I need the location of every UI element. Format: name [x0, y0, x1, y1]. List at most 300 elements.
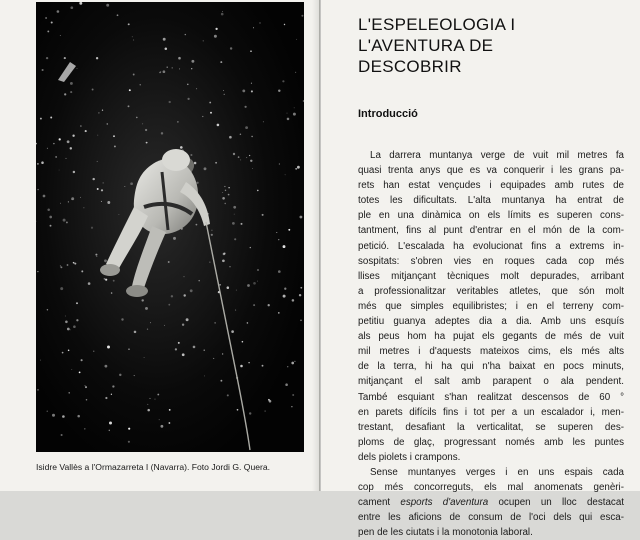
particle-speck — [228, 187, 229, 188]
particle-speck — [263, 121, 264, 122]
particle-speck — [187, 98, 189, 100]
particle-speck — [88, 282, 91, 285]
particle-speck — [299, 294, 301, 296]
particle-speck — [224, 203, 225, 204]
particle-speck — [84, 385, 85, 386]
text-line: a professionalitzar veritables atletes, que són molt — [358, 284, 624, 299]
particle-speck — [67, 140, 70, 143]
particle-speck — [51, 21, 53, 23]
particle-speck — [70, 329, 71, 330]
particle-speck — [66, 221, 68, 223]
text-line: La darrera muntanya verge de vuit mil metres fa — [358, 148, 624, 163]
particle-speck — [53, 143, 54, 144]
particle-speck — [102, 182, 104, 184]
particle-speck — [296, 39, 297, 40]
particle-speck — [91, 227, 93, 229]
particle-speck — [60, 265, 61, 266]
particle-speck — [293, 113, 296, 116]
particle-speck — [285, 174, 286, 175]
particle-speck — [59, 138, 61, 140]
particle-speck — [133, 40, 134, 41]
particle-speck — [37, 163, 39, 165]
particle-speck — [284, 288, 286, 290]
particle-speck — [257, 269, 259, 271]
particle-speck — [180, 146, 183, 149]
particle-speck — [278, 312, 280, 314]
text-line: Sense muntanyes verges i en uns espais cada — [358, 465, 624, 480]
particle-speck — [287, 118, 290, 121]
particle-speck — [228, 194, 230, 196]
particle-speck — [204, 350, 205, 351]
particle-speck — [62, 352, 64, 354]
particle-speck — [47, 209, 50, 212]
text-line: ple en una dinàmica on els límits es superen cons- — [358, 208, 624, 223]
particle-speck — [278, 239, 279, 240]
particle-speck — [227, 286, 230, 289]
particle-speck — [140, 84, 141, 85]
particle-speck — [211, 234, 213, 236]
particle-speck — [149, 398, 150, 399]
particle-speck — [278, 90, 280, 92]
particle-speck — [93, 351, 94, 352]
text-line: tantment, fins al punt d'entrar en el món de la com- — [358, 223, 624, 238]
particle-speck — [109, 422, 112, 425]
particle-speck — [113, 135, 115, 137]
particle-speck — [117, 14, 119, 16]
particle-speck — [247, 284, 250, 287]
particle-speck — [118, 214, 119, 215]
particle-speck — [70, 6, 73, 9]
particle-speck — [68, 392, 69, 393]
particle-speck — [301, 15, 303, 17]
chapter-title-line1: L'ESPELEOLOGIA I L'AVENTURA DE — [358, 14, 620, 56]
particle-speck — [107, 201, 110, 204]
particle-speck — [101, 201, 102, 202]
particle-speck — [219, 284, 221, 286]
particle-speck — [231, 330, 234, 333]
particle-speck — [190, 289, 193, 292]
particle-speck — [92, 89, 94, 91]
particle-speck — [198, 280, 200, 282]
particle-speck — [300, 287, 302, 289]
particle-speck — [249, 412, 251, 414]
particle-speck — [142, 124, 143, 125]
particle-speck — [46, 57, 48, 59]
particle-speck — [203, 40, 204, 41]
text-line: mitjançant el salt amb parapent o ala pendent. — [358, 374, 624, 389]
particle-speck — [242, 89, 245, 92]
particle-speck — [40, 360, 41, 361]
particle-speck — [285, 383, 288, 386]
particle-speck — [37, 189, 38, 190]
particle-speck — [291, 362, 294, 365]
particle-speck — [37, 389, 38, 390]
particle-speck — [98, 112, 99, 113]
particle-speck — [253, 282, 256, 285]
particle-speck — [92, 178, 94, 180]
particle-speck — [233, 206, 236, 209]
particle-speck — [76, 319, 78, 321]
particle-speck — [121, 318, 123, 320]
particle-speck — [159, 419, 160, 420]
particle-speck — [107, 123, 108, 124]
chapter-title-line2: DESCOBRIR — [358, 56, 620, 77]
particle-speck — [294, 361, 295, 362]
particle-speck — [262, 365, 264, 367]
italic-term: esports d'aventura — [400, 497, 488, 508]
particle-speck — [146, 142, 148, 144]
particle-speck — [145, 129, 147, 131]
particle-speck — [157, 394, 159, 396]
particle-speck — [145, 307, 148, 310]
particle-speck — [105, 397, 107, 399]
particle-speck — [128, 441, 130, 443]
particle-speck — [49, 216, 52, 219]
particle-speck — [85, 386, 87, 388]
particle-speck — [147, 329, 148, 330]
particle-speck — [257, 190, 259, 192]
particle-speck — [295, 168, 297, 170]
particle-speck — [40, 118, 42, 120]
particle-speck — [283, 245, 286, 248]
particle-speck — [70, 91, 72, 93]
particle-speck — [42, 69, 44, 71]
particle-speck — [43, 195, 46, 198]
particle-speck — [251, 90, 253, 92]
particle-speck — [67, 328, 70, 331]
particle-speck — [111, 394, 112, 395]
particle-speck — [250, 247, 251, 248]
particle-speck — [190, 154, 192, 156]
particle-speck — [163, 38, 166, 41]
particle-speck — [251, 136, 252, 137]
particle-speck — [171, 295, 173, 297]
particle-speck — [250, 160, 252, 162]
particle-speck — [234, 214, 235, 215]
particle-speck — [214, 322, 215, 323]
particle-speck — [71, 197, 74, 200]
particle-speck — [194, 162, 197, 165]
particle-speck — [86, 399, 88, 401]
particle-speck — [262, 214, 264, 216]
particle-speck — [144, 357, 145, 358]
particle-speck — [168, 422, 170, 424]
particle-speck — [73, 262, 75, 264]
particle-speck — [97, 161, 98, 162]
particle-speck — [222, 259, 225, 262]
particle-speck — [57, 10, 60, 13]
particle-speck — [185, 34, 186, 35]
particle-speck — [183, 294, 185, 296]
particle-speck — [132, 36, 133, 37]
photo-caption: Isidre Vallès a l'Ormazarreta I (Navarra). Foto Jordi G. Quera. — [36, 462, 306, 472]
particle-speck — [128, 428, 130, 430]
particle-speck — [248, 362, 250, 364]
particle-speck — [253, 304, 255, 306]
particle-speck — [237, 409, 239, 411]
particle-speck — [196, 224, 198, 226]
particle-speck — [224, 94, 225, 95]
particle-speck — [147, 404, 148, 405]
particle-speck — [247, 322, 249, 324]
particle-speck — [67, 264, 69, 266]
text-line: de la terra, hi ha qui n'ha baixat en pocs minuts, — [358, 359, 624, 374]
particle-speck — [60, 203, 61, 204]
particle-speck — [60, 35, 61, 36]
particle-speck — [113, 280, 115, 282]
particle-speck — [169, 409, 171, 411]
particle-speck — [128, 348, 130, 350]
particle-speck — [222, 353, 223, 354]
particle-speck — [213, 358, 214, 359]
text-line: llises mitjançant tècniques molt depurades, arribant — [358, 269, 624, 284]
text-fragment: cament — [358, 497, 400, 508]
particle-speck — [284, 24, 285, 25]
particle-speck — [223, 90, 224, 91]
particle-speck — [50, 225, 52, 227]
particle-speck — [63, 219, 66, 222]
text-line: rets han estat vençudes i equipades amb rutes de — [358, 178, 624, 193]
text-line: als peus hom ha pujat els gegants de més de vuit — [358, 329, 624, 344]
particle-speck — [282, 80, 284, 82]
particle-speck — [175, 348, 177, 350]
particle-speck — [136, 117, 138, 119]
particle-speck — [240, 365, 243, 368]
particle-speck — [168, 304, 170, 306]
particle-speck — [81, 359, 83, 361]
particle-speck — [150, 322, 151, 323]
particle-speck — [232, 222, 235, 225]
particle-speck — [109, 430, 110, 431]
particle-speck — [259, 22, 260, 23]
particle-speck — [66, 158, 67, 159]
particle-speck — [133, 74, 135, 76]
particle-speck — [278, 270, 281, 273]
particle-speck — [74, 263, 76, 265]
particle-speck — [210, 112, 212, 114]
particle-speck — [45, 17, 47, 19]
particle-speck — [253, 27, 254, 28]
particle-speck — [286, 113, 287, 114]
particle-speck — [161, 132, 163, 134]
particle-speck — [172, 67, 173, 68]
particle-speck — [47, 411, 48, 412]
particle-speck — [80, 125, 82, 127]
particle-speck — [128, 23, 130, 25]
particle-speck — [222, 197, 225, 200]
text-line: entre les aficions de consum de l'oci dels qui esca- — [358, 510, 624, 525]
particle-speck — [114, 145, 116, 147]
left-page — [0, 0, 320, 491]
particle-speck — [101, 189, 103, 191]
paragraph-1 — [358, 148, 624, 465]
particle-speck — [134, 375, 135, 376]
particle-speck — [163, 70, 166, 73]
particle-speck — [214, 35, 217, 38]
particle-speck — [229, 266, 230, 267]
particle-speck — [178, 57, 181, 60]
particle-speck — [224, 186, 225, 187]
particle-speck — [104, 259, 107, 262]
particle-speck — [111, 292, 113, 294]
particle-speck — [283, 295, 286, 298]
particle-speck — [65, 315, 66, 316]
particle-speck — [106, 4, 109, 7]
particle-speck — [177, 121, 178, 122]
text-line: totes les dificultats. L'alta muntanya ha entrat de — [358, 193, 624, 208]
particle-speck — [160, 425, 163, 428]
particle-speck — [240, 133, 242, 135]
particle-speck — [240, 159, 241, 160]
particle-speck — [130, 182, 133, 185]
particle-speck — [249, 155, 250, 156]
particle-speck — [119, 374, 121, 376]
paragraph-2 — [358, 465, 624, 540]
particle-speck — [265, 411, 266, 412]
text-line: més que simples equilibristes; i en el terreny com- — [358, 299, 624, 314]
particle-speck — [70, 82, 73, 85]
particle-speck — [165, 48, 168, 51]
particle-speck — [73, 171, 75, 173]
text-line: petitiu guanya adeptes dia a dia. Amb uns esquís — [358, 314, 624, 329]
particle-speck — [179, 68, 180, 69]
particle-speck — [68, 350, 70, 352]
particle-speck — [300, 320, 302, 322]
particle-speck — [187, 84, 188, 85]
particle-speck — [169, 101, 171, 103]
particle-speck — [102, 110, 103, 111]
particle-speck — [215, 162, 217, 164]
particle-speck — [257, 281, 258, 282]
particle-speck — [160, 71, 161, 72]
particle-speck — [182, 323, 184, 325]
text-fragment: ocupen un lloc destacat — [488, 497, 624, 508]
particle-speck — [50, 117, 52, 119]
particle-speck — [95, 254, 97, 256]
particle-speck — [182, 353, 185, 356]
text-line: cop més concorreguts, els mal anomenats genèri- — [358, 480, 624, 495]
particle-speck — [155, 399, 156, 400]
particle-speck — [97, 135, 98, 136]
particle-speck — [211, 230, 212, 231]
particle-speck — [241, 223, 243, 225]
particle-speck — [279, 164, 280, 165]
particle-speck — [85, 130, 87, 132]
particle-speck — [41, 161, 44, 164]
particle-speck — [47, 148, 48, 149]
particle-speck — [220, 380, 222, 382]
particle-speck — [220, 61, 222, 63]
particle-speck — [225, 190, 226, 191]
particle-speck — [70, 147, 72, 149]
particle-speck — [112, 385, 114, 387]
particle-speck — [234, 238, 236, 240]
particle-speck — [104, 365, 107, 368]
particle-speck — [77, 68, 78, 69]
particle-speck — [217, 124, 220, 127]
particle-speck — [72, 135, 74, 137]
photo-cave-diver — [36, 2, 304, 452]
particle-speck — [59, 170, 60, 171]
photo-illustration — [36, 2, 304, 452]
text-line: ploms de glaç, progressant només amb les puntes — [358, 435, 624, 450]
particle-speck — [227, 394, 229, 396]
particle-speck — [79, 372, 81, 374]
particle-speck — [164, 325, 165, 326]
particle-speck — [204, 375, 205, 376]
particle-speck — [202, 116, 203, 117]
particle-speck — [105, 279, 107, 281]
particle-speck — [62, 415, 65, 418]
particle-speck — [60, 266, 62, 268]
particle-speck — [55, 156, 56, 157]
particle-speck — [233, 153, 235, 155]
particle-speck — [269, 400, 272, 403]
text-line: dels piolets i crampons. — [358, 450, 624, 465]
particle-speck — [204, 167, 207, 170]
particle-speck — [81, 270, 83, 272]
body-text — [358, 148, 624, 540]
particle-speck — [84, 428, 85, 429]
particle-speck — [186, 318, 189, 321]
particle-speck — [294, 107, 295, 108]
particle-speck — [292, 394, 294, 396]
particle-speck — [64, 57, 66, 59]
particle-speck — [71, 369, 72, 370]
chapter-title — [358, 14, 620, 77]
particle-speck — [209, 262, 210, 263]
text-line: quasi trenta anys que es va conquerir i les grans pa- — [358, 163, 624, 178]
particle-speck — [295, 72, 296, 73]
particle-speck — [245, 126, 248, 129]
particle-speck — [229, 136, 232, 139]
particle-speck — [299, 216, 302, 219]
particle-speck — [96, 57, 98, 59]
section-heading: Introducció — [358, 108, 418, 120]
particle-speck — [77, 415, 80, 418]
particle-speck — [221, 13, 224, 16]
particle-speck — [167, 67, 168, 68]
text-line-italic-mix — [358, 495, 624, 510]
particle-speck — [37, 271, 38, 272]
particle-speck — [230, 47, 232, 49]
text-line: petició. L'escalada ha evolucionat fins a extrems in- — [358, 239, 624, 254]
particle-speck — [124, 186, 125, 187]
particle-speck — [68, 201, 69, 202]
particle-speck — [96, 256, 97, 257]
particle-speck — [222, 192, 223, 193]
particle-speck — [80, 197, 81, 198]
particle-speck — [287, 366, 288, 367]
particle-speck — [288, 229, 290, 231]
text-line: mil metres i d'aquests mateixos cims, els més alts — [358, 344, 624, 359]
particle-speck — [215, 28, 217, 30]
particle-speck — [268, 304, 270, 306]
particle-speck — [178, 342, 180, 344]
text-line: sospitats: s'obren vies en roques cada cop més — [358, 254, 624, 269]
particle-speck — [47, 309, 48, 310]
particle-speck — [83, 207, 84, 208]
particle-speck — [238, 156, 240, 158]
particle-speck — [64, 93, 66, 95]
text-line: També esquiant s'han realitzat descensos de 60 ° — [358, 390, 624, 405]
particle-speck — [107, 346, 110, 349]
particle-speck — [60, 287, 63, 290]
particle-speck — [244, 106, 246, 108]
particle-speck — [251, 83, 252, 84]
particle-speck — [141, 299, 143, 301]
particle-speck — [209, 102, 211, 104]
